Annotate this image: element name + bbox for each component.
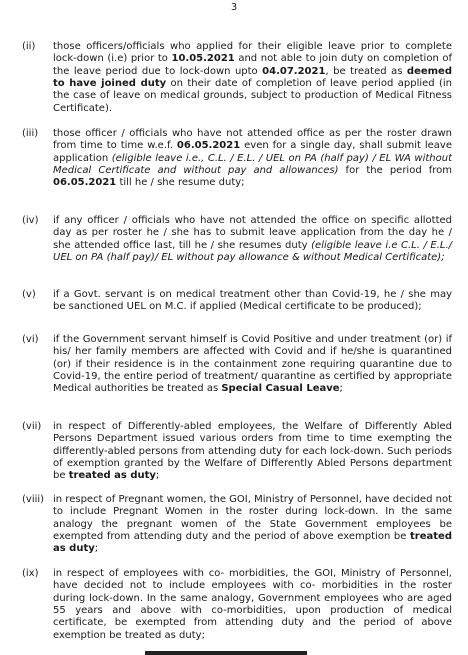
clause-iv	[22, 215, 452, 264]
bold-text: treated as duty	[68, 470, 156, 482]
clause-text	[53, 289, 452, 314]
text-run: if any officer / officials who have not attended the office on specific allotted day as per roster he / she has to submit leave application from the day he / she attended office last, till he / she resumes duty	[53, 215, 452, 251]
bold-text: 04.07.2021	[262, 65, 326, 77]
clause-label: (iii)	[22, 128, 39, 139]
text-run: even for a single day, shall submit leave application	[53, 140, 452, 164]
bold-text: 06.05.2021	[53, 177, 117, 189]
bold-text: Special Casual Leave	[221, 383, 340, 395]
bold-text: treated as duty	[53, 531, 452, 555]
bold-text: 06.05.2021	[176, 140, 241, 152]
clause-text	[53, 494, 452, 556]
text-run: for the period from	[338, 165, 452, 177]
clause-vii	[22, 421, 452, 483]
clause-label: (v)	[22, 289, 36, 300]
page-bottom-bar	[145, 651, 307, 655]
clause-text	[53, 215, 452, 264]
page-number: 3	[230, 2, 238, 13]
clause-text	[53, 334, 452, 396]
clause-ix	[22, 568, 452, 642]
clause-ii	[22, 41, 452, 115]
text-run: if a Govt. servant is on medical treatment other than Covid-19, he / she may be sanctioned UEL on M.C. if applied (Medical certificate to be produced);	[53, 289, 452, 313]
clause-text	[53, 41, 452, 115]
clause-label: (vi)	[22, 334, 39, 345]
bold-text: 10.05.2021	[171, 53, 235, 65]
text-run: ;	[339, 383, 343, 395]
clause-vi	[22, 334, 452, 396]
text-run: on their date of completion of leave period applied (in the case of leave on medical grounds, subject to production of Medical Fitness Certificate).	[53, 78, 453, 114]
italic-text: (eligible leave i.e., C.L. / E.L. / UEL on PA (half pay) / EL WA without Medical Certificate and without pay and allowances)	[53, 152, 452, 177]
clause-label: (viii)	[22, 494, 45, 505]
clause-label: (vii)	[22, 421, 42, 432]
text-run: those officer / officials who have not attended office as per the roster drawn from time to time w.e.f.	[53, 128, 452, 152]
clause-text	[53, 421, 452, 483]
text-run: ;	[94, 543, 99, 555]
text-run: till he / she resume duty;	[116, 177, 245, 189]
clause-label: (ii)	[22, 41, 36, 52]
clause-viii	[22, 494, 452, 556]
text-run: in respect of Pregnant women, the GOI, Ministry of Personnel, have decided not to include Pregnant Women in the roster during lock-down. In the same analogy the pregnant women of the State Government employees be exempted from attending duty and the period of above exemption be	[53, 494, 452, 543]
clause-text	[53, 128, 452, 190]
text-run: if the Government servant himself is Covid Positive and under treatment (or) if his/ her family members are affected with Covid and if he/she is quarantined (or) if their residence is in the containment zone requiring quarantine due to Covid-19, the entire period of treatment/ quarantine as certified by appropriate Medical authorities be treated as	[53, 334, 452, 395]
clause-label: (ix)	[22, 568, 39, 579]
text-run: those officers/officials who applied for their eligible leave prior to complete lock-down (i.e) prior to	[53, 41, 452, 65]
bold-text: deemed to have joined duty	[53, 65, 452, 90]
text-run: in respect of employees with co- morbidities, the GOI, Ministry of Personnel, have decided not to include employees with co- morbidities in the roster during lock-down. In the same analogy, Government employees who are aged 55 years and above with co-morbidities, upon production of medical certificate, be exempted from attending duty and the period of above exemption be treated as duty;	[53, 568, 452, 641]
clause-v	[22, 289, 452, 314]
text-run: and not able to join duty on completion of the leave period due to lock-down upto	[53, 53, 452, 77]
clause-text	[53, 568, 452, 642]
text-run: in respect of Differently-abled employees, the Welfare of Differently Abled Persons Department issued various orders from time to time exempting the differently-abled persons from attending duty for each lock-down. Such periods of exemption granted by the Welfare of Differently Abled Persons department be	[53, 421, 452, 482]
clause-iii	[22, 128, 452, 190]
italic-text: (eligible leave i.e C.L. / E.L./ UEL on PA (half pay)/ EL without pay allowance & without Medical Certificate);	[53, 239, 453, 264]
clause-label: (iv)	[22, 215, 39, 226]
text-run: , be treated as	[325, 65, 407, 77]
text-run: ;	[155, 470, 160, 482]
